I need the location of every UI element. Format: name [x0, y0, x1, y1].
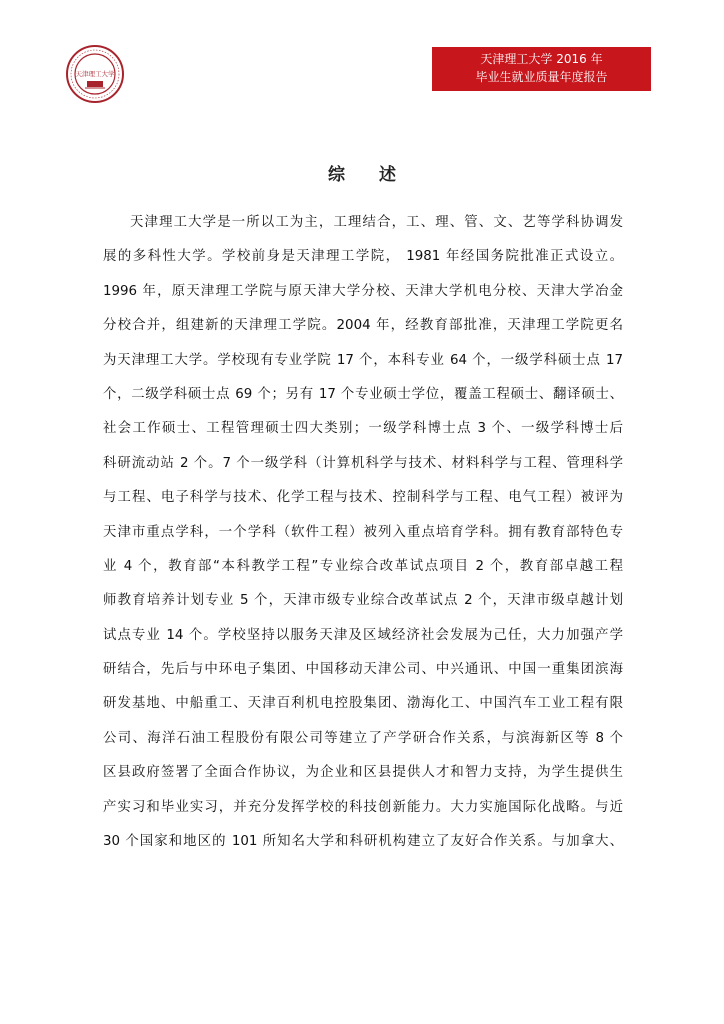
- report-title-banner: [432, 47, 651, 91]
- text-line: 个，二级学科硕士点 69 个；另有 17 个专业硕士学位，覆盖工程硕士、翻译硕士、: [103, 386, 623, 402]
- text-line: 30 个国家和地区的 101 所知名大学和科研机构建立了友好合作关系。与加拿大、: [103, 834, 623, 850]
- text-line: 产实习和毕业实习，并充分发挥学校的科技创新能力。大力实施国际化战略。与近: [103, 799, 623, 815]
- text-line: 科研流动站 2 个。7 个一级学科（计算机科学与技术、材料科学与工程、管理科学: [103, 455, 623, 471]
- university-seal-icon: [65, 44, 125, 104]
- body-paragraph: [103, 206, 623, 859]
- text-line: 1996 年，原天津理工学院与原天津大学分校、天津大学机电分校、天津大学冶金: [103, 283, 623, 299]
- banner-line-2: 毕业生就业质量年度报告: [475, 70, 608, 84]
- text-line: 师教育培养计划专业 5 个，天津市级专业综合改革试点 2 个，天津市级卓越计划: [103, 593, 623, 609]
- page-title: 综 述: [328, 165, 410, 185]
- text-line: 研发基地、中船重工、天津百利机电控股集团、渤海化工、中国汽车工业工程有限: [103, 696, 623, 712]
- text-line: 天津理工大学是一所以工为主，工理结合，工、理、管、文、艺等学科协调发: [130, 215, 623, 230]
- text-line: 研结合，先后与中环电子集团、中国移动天津公司、中兴通讯、中国一重集团滨海: [103, 662, 623, 678]
- text-line: 与工程、电子科学与技术、化学工程与技术、控制科学与工程、电气工程）被评为: [103, 490, 623, 506]
- text-line: 业 4 个，教育部“本科教学工程”专业综合改革试点项目 2 个，教育部卓越工程: [103, 558, 623, 574]
- text-line: 展的多科性大学。学校前身是天津理工学院， 1981 年经国务院批准正式设立。: [103, 249, 623, 265]
- text-line: 天津市重点学科，一个学科（软件工程）被列入重点培育学科。拥有教育部特色专: [103, 524, 623, 540]
- text-line: 试点专业 14 个。学校坚持以服务天津及区域经济社会发展为己任，大力加强产学: [103, 627, 623, 643]
- text-line: 区县政府签署了全面合作协议，为企业和区县提供人才和智力支持，为学生提供生: [103, 765, 623, 781]
- svg-text:天津理工大学: 天津理工大学: [75, 70, 115, 78]
- text-line: 社会工作硕士、工程管理硕士四大类别；一级学科博士点 3 个、一级学科博士后: [103, 421, 623, 437]
- text-line: 公司、海洋石油工程股份有限公司等建立了产学研合作关系，与滨海新区等 8 个: [103, 730, 623, 746]
- text-line: 为天津理工大学。学校现有专业学院 17 个，本科专业 64 个，一级学科硕士点 17: [103, 352, 623, 368]
- banner-line-1: 天津理工大学 2016 年: [480, 52, 603, 66]
- text-line: 分校合并，组建新的天津理工学院。2004 年，经教育部批准，天津理工学院更名: [103, 318, 623, 334]
